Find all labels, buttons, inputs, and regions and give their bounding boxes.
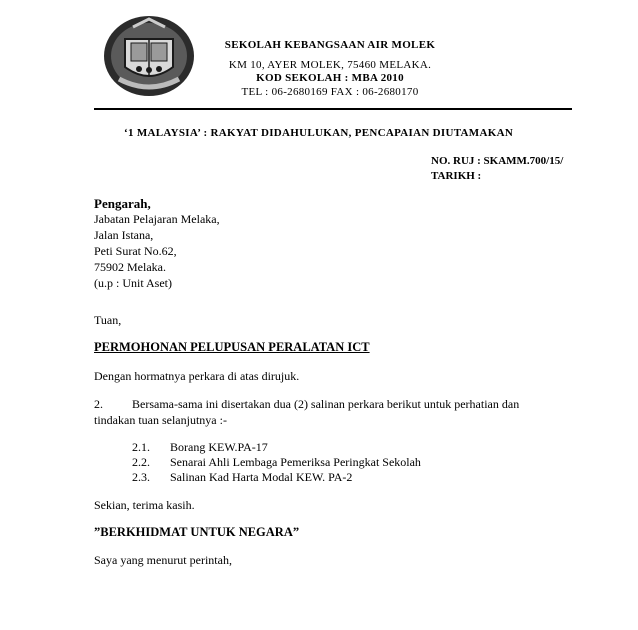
school-name: SEKOLAH KEBANGSAAN AIR MOLEK (224, 39, 436, 51)
list-item: Salinan Kad Harta Modal KEW. PA-2 (170, 470, 353, 484)
list-item-number: 2.1. (132, 440, 150, 454)
header-divider (94, 108, 572, 110)
paragraph-2-number: 2. (94, 397, 103, 411)
paragraph-2-line2: tindakan tuan selanjutnya :- (94, 413, 227, 427)
list-item-number: 2.2. (132, 455, 150, 469)
reference-date: TARIKH : (431, 170, 482, 182)
recipient-line: Peti Surat No.62, (94, 244, 177, 258)
list-item-number: 2.3. (132, 470, 150, 484)
closing: Sekian, terima kasih. (94, 498, 195, 512)
recipient-line: 75902 Melaka. (94, 260, 166, 274)
list-item: Senarai Ahli Lembaga Pemeriksa Peringkat Sekolah (170, 455, 421, 469)
recipient-line: Jabatan Pelajaran Melaka, (94, 212, 220, 226)
school-crest-icon (103, 15, 195, 97)
school-address: KM 10, AYER MOLEK, 75460 MELAKA. (228, 59, 432, 71)
school-code: KOD SEKOLAH : MBA 2010 (256, 72, 404, 84)
paragraph-1: Dengan hormatnya perkara di atas dirujuk. (94, 369, 300, 383)
sign-off: Saya yang menurut perintah, (94, 553, 232, 567)
recipient-line: (u.p : Unit Aset) (94, 276, 172, 290)
recipient-line: Jalan Istana, (94, 228, 154, 242)
slogan: ‘1 MALAYSIA’ : RAKYAT DIDAHULUKAN, PENCAPAIAN DIUTAMAKAN (124, 127, 514, 139)
school-contact: TEL : 06-2680169 FAX : 06-2680170 (241, 86, 419, 98)
paragraph-2-line1: Bersama-sama ini disertakan dua (2) salinan perkara berikut untuk perhatian dan (132, 397, 520, 411)
recipient-title: Pengarah, (94, 196, 151, 211)
list-item: Borang KEW.PA-17 (170, 440, 268, 454)
reference-number: NO. RUJ : SKAMM.700/15/ (431, 155, 564, 167)
salutation: Tuan, (94, 313, 122, 327)
letter-subject: PERMOHONAN PELUPUSAN PERALATAN ICT (94, 340, 370, 354)
motto: ”BERKHIDMAT UNTUK NEGARA” (94, 525, 300, 539)
